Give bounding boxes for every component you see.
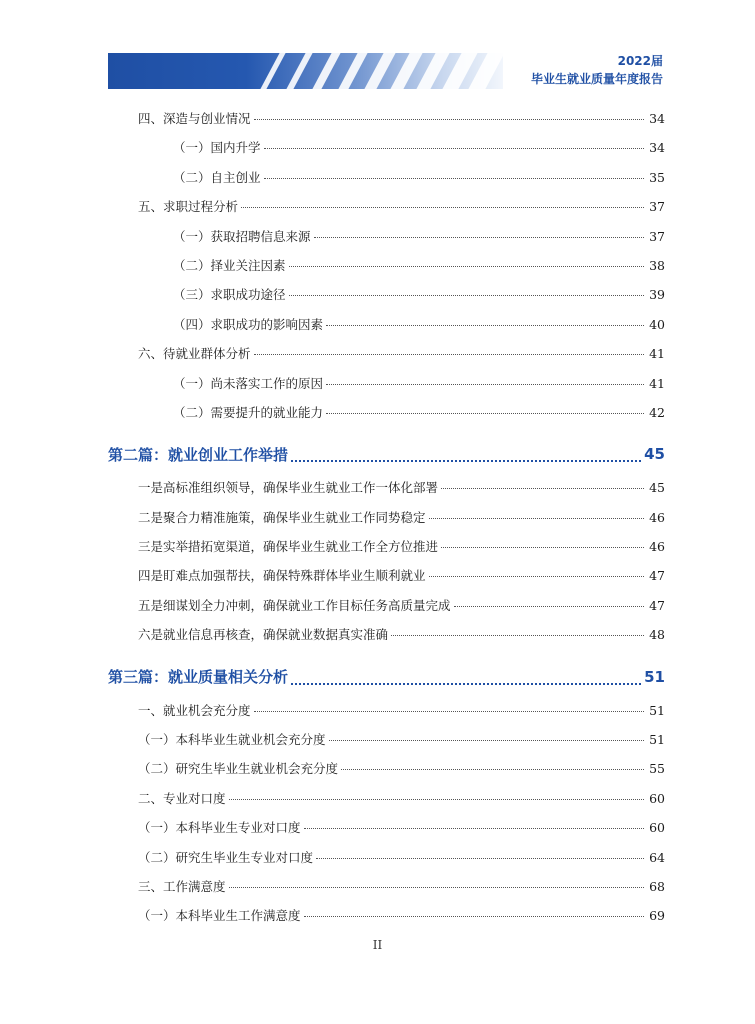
toc-entry-page: 51	[649, 732, 665, 748]
toc-entry-page: 40	[649, 316, 665, 332]
header-stripe	[390, 53, 422, 89]
toc-leader-dots	[316, 844, 644, 859]
toc-leader-dots	[326, 311, 644, 326]
toc-entry[interactable]	[108, 255, 665, 284]
toc-leader-dots	[229, 873, 644, 888]
toc-entry-label: （一）国内升学	[173, 140, 261, 156]
page-number: II	[372, 938, 383, 952]
toc-leader-dots	[254, 105, 644, 120]
toc-entry[interactable]	[108, 788, 665, 817]
toc-entry-label: 二是聚合力精准施策，确保毕业生就业工作同势稳定	[138, 509, 426, 525]
toc-leader-dots	[326, 399, 644, 414]
toc-leader-dots	[291, 673, 641, 685]
toc-leader-dots	[329, 726, 644, 741]
toc-entry[interactable]	[108, 226, 665, 255]
toc-entry-page: 51	[644, 667, 665, 686]
toc-leader-dots	[341, 755, 644, 770]
toc-leader-dots	[264, 164, 644, 179]
toc-leader-dots	[314, 223, 644, 238]
toc-entry-label: （一）本科毕业生专业对口度	[138, 820, 301, 836]
report-header	[531, 52, 663, 88]
toc-entry-label: （二）研究生毕业生专业对口度	[138, 849, 314, 865]
toc-entry[interactable]	[108, 729, 665, 758]
toc-entry-label: （一）尚未落实工作的原因	[173, 375, 324, 391]
toc-entry[interactable]	[108, 343, 665, 372]
toc-entry[interactable]	[108, 196, 665, 225]
toc-leader-dots	[291, 450, 641, 462]
toc-entry[interactable]	[108, 624, 665, 653]
toc-entry-label: 六、待就业群体分析	[138, 346, 251, 362]
toc-leader-dots	[254, 697, 644, 712]
toc-leader-dots	[391, 621, 644, 636]
toc-leader-dots	[429, 504, 644, 519]
report-title: 毕业生就业质量年度报告	[530, 72, 663, 86]
toc-entry-label: （一）本科毕业生工作满意度	[138, 908, 301, 924]
toc-entry-label: （二）择业关注因素	[173, 257, 286, 273]
toc-entry[interactable]	[108, 700, 665, 729]
header-stripe	[286, 53, 313, 89]
toc-entry[interactable]	[108, 595, 665, 624]
toc-entry-label: （一）获取招聘信息来源	[173, 228, 311, 244]
toc-entry-label: 三、工作满意度	[138, 878, 226, 894]
toc-entry[interactable]	[108, 167, 665, 196]
header-stripe	[338, 53, 367, 89]
header-stripes	[270, 53, 510, 89]
toc-entry-label: （四）求职成功的影响因素	[173, 316, 324, 332]
toc-entry-label: 二、专业对口度	[138, 790, 226, 806]
toc-entry-label: 一、就业机会充分度	[138, 702, 251, 718]
toc-leader-dots	[441, 533, 644, 548]
toc-entry[interactable]	[108, 817, 665, 846]
toc-entry-label: 第三篇：就业质量相关分析	[108, 668, 289, 687]
toc-entry-page: 46	[649, 539, 665, 555]
toc-entry[interactable]	[108, 876, 665, 905]
toc-leader-dots	[254, 340, 644, 355]
toc-entry-page: 55	[649, 761, 665, 777]
toc-entry-label: 四是盯难点加强帮扶，确保特殊群体毕业生顺利就业	[138, 568, 426, 584]
report-year: 2022届	[617, 54, 663, 68]
toc-leader-dots	[289, 252, 644, 267]
toc-leader-dots	[326, 370, 644, 385]
toc-entry-page: 35	[649, 169, 665, 185]
toc-entry[interactable]	[108, 758, 665, 787]
toc-entry-page: 42	[649, 404, 665, 420]
toc-entry-label: 六是就业信息再核查，确保就业数据真实准确	[138, 627, 389, 643]
toc-entry[interactable]	[108, 847, 665, 876]
toc-entry[interactable]	[108, 373, 665, 402]
toc-entry-page: 39	[649, 287, 665, 303]
toc-leader-dots	[454, 592, 644, 607]
toc-entry-label: （二）研究生毕业生就业机会充分度	[138, 761, 339, 777]
toc-entry-page: 47	[649, 597, 665, 613]
toc-leader-dots	[241, 193, 644, 208]
toc-entry-page: 69	[649, 908, 665, 924]
toc-entry-label: 三是实举措拓宽渠道，确保毕业生就业工作全方位推进	[138, 539, 439, 555]
toc-entry[interactable]	[108, 565, 665, 594]
toc-entry-page: 47	[649, 568, 665, 584]
toc-leader-dots	[264, 134, 644, 149]
toc-entry-label: 五、求职过程分析	[138, 199, 239, 215]
toc-entry-label: 一是高标准组织领导，确保毕业生就业工作一体化部署	[138, 480, 439, 496]
toc-entry[interactable]	[108, 314, 665, 343]
header-stripe	[364, 53, 395, 89]
toc-entry[interactable]	[108, 507, 665, 536]
toc-entry[interactable]	[108, 402, 665, 431]
toc-entry-label: 五是细谋划全力冲刺，确保就业工作目标任务高质量完成	[138, 597, 451, 613]
toc-entry-page: 37	[649, 199, 665, 215]
toc-entry-label: （三）求职成功途径	[173, 287, 286, 303]
toc-entry-page: 45	[649, 480, 665, 496]
toc-entry-label: 第二篇：就业创业工作举措	[108, 445, 289, 464]
toc-entry-label: （二）自主创业	[173, 169, 261, 185]
toc-entry-page: 34	[649, 140, 665, 156]
toc-entry-page: 51	[649, 702, 665, 718]
toc-part-heading[interactable]	[108, 654, 665, 700]
table-of-contents	[108, 108, 665, 935]
toc-entry-page: 41	[649, 346, 665, 362]
toc-entry[interactable]	[108, 536, 665, 565]
toc-leader-dots	[229, 785, 644, 800]
toc-entry-page: 48	[649, 627, 665, 643]
toc-entry-page: 60	[649, 790, 665, 806]
toc-entry[interactable]	[108, 137, 665, 166]
toc-leader-dots	[429, 562, 644, 577]
toc-entry-label: 四、深造与创业情况	[138, 111, 251, 126]
toc-entry-page: 60	[649, 820, 665, 836]
toc-entry-page: 41	[649, 375, 665, 391]
toc-entry[interactable]	[108, 477, 665, 506]
toc-leader-dots	[289, 281, 644, 296]
toc-entry-page: 45	[644, 445, 665, 464]
toc-entry-page: 64	[649, 849, 665, 865]
toc-entry-page: 38	[649, 257, 665, 273]
toc-entry-page: 34	[649, 111, 665, 126]
toc-entry-label: （二）需要提升的就业能力	[173, 404, 324, 420]
toc-part-heading[interactable]	[108, 431, 665, 477]
toc-entry[interactable]	[108, 284, 665, 313]
toc-entry[interactable]	[108, 905, 665, 934]
toc-leader-dots	[304, 814, 644, 829]
toc-entry-page: 46	[649, 509, 665, 525]
toc-leader-dots	[304, 902, 644, 917]
toc-entry-page: 37	[649, 228, 665, 244]
toc-entry[interactable]	[108, 108, 665, 137]
toc-leader-dots	[441, 474, 644, 489]
toc-entry-page: 68	[649, 878, 665, 894]
toc-entry-label: （一）本科毕业生就业机会充分度	[138, 732, 326, 748]
header-stripe	[312, 53, 340, 89]
